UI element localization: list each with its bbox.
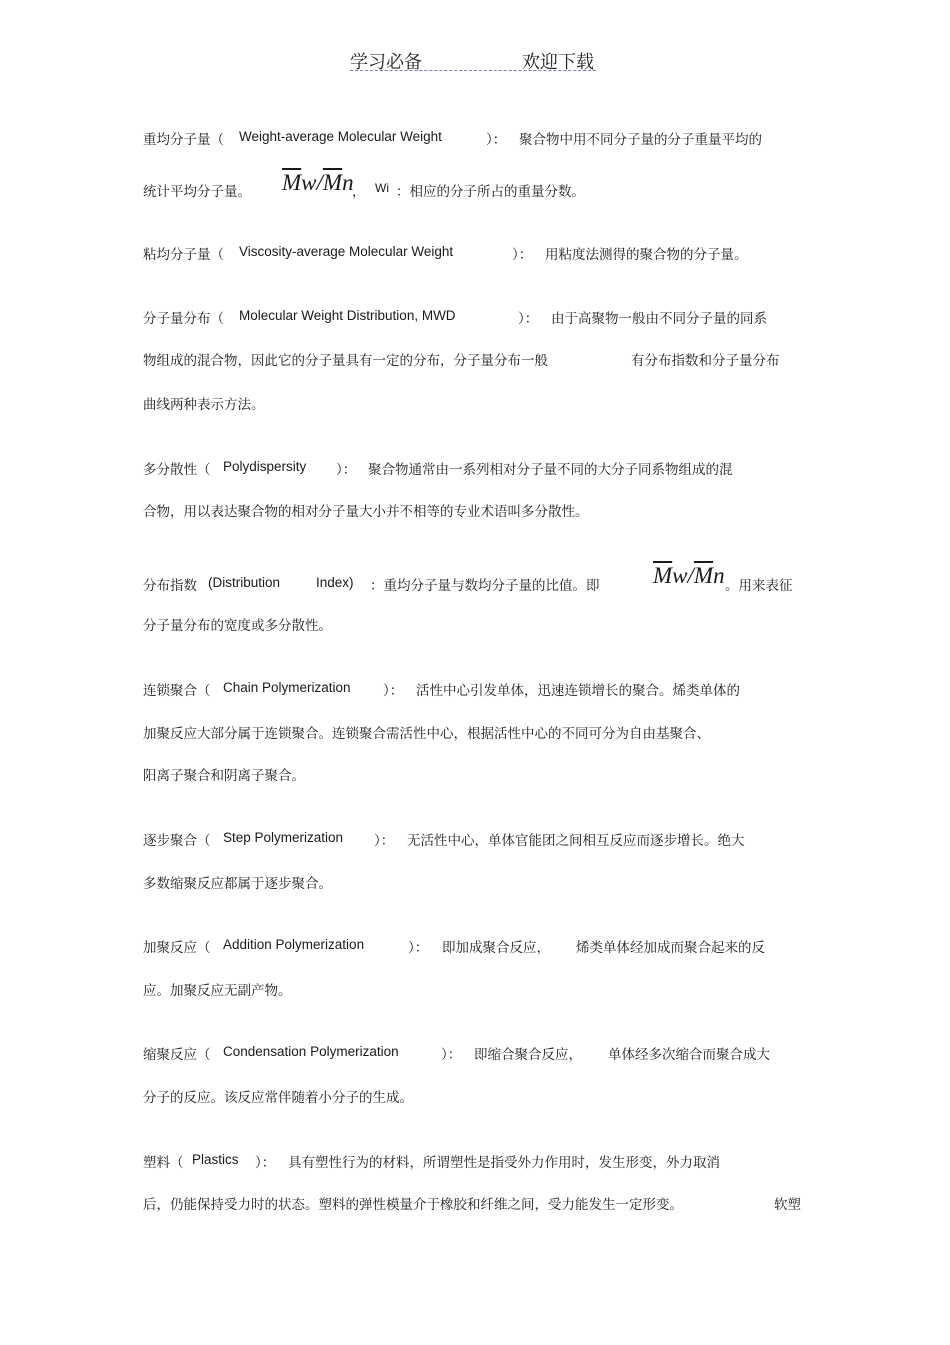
entry-comma: ， bbox=[352, 184, 366, 200]
entry-definition: 活性中心引发单体，迅速连锁增长的聚合。烯类单体的 bbox=[416, 683, 740, 699]
mw-mn-formula: $\overline{M}w/\overline{M}n$ bbox=[653, 563, 725, 588]
entry-english-term: (Distribution bbox=[208, 575, 281, 590]
entry-definition-cont: 应。加聚反应无副产物。 bbox=[143, 983, 292, 999]
entry-close: ）： bbox=[441, 1047, 462, 1063]
entry-definition: 聚合物中用不同分子量的分子重量平均的 bbox=[519, 132, 762, 148]
entry-definition-cont: 后，仍能保持受力时的状态。塑料的弹性模量介于橡胶和纤维之间，受力能发生一定形变。 bbox=[143, 1197, 683, 1213]
entry-definition-cont: 合物，用以表达聚合物的相对分子量大小并不相等的专业术语叫多分散性。 bbox=[143, 504, 589, 520]
entry-term: 分子量分布（ bbox=[143, 311, 224, 327]
page-header bbox=[350, 46, 596, 72]
entry-term: 连锁聚合（ bbox=[143, 683, 211, 699]
entry-english-term: Weight-average Molecular Weight bbox=[239, 129, 442, 144]
entry-definition-cont: 曲线两种表示方法。 bbox=[143, 397, 265, 413]
entry-close: ）： bbox=[383, 683, 404, 699]
entry-english-term: Viscosity-average Molecular Weight bbox=[239, 244, 454, 259]
entry-definition: 聚合物通常由一系列相对分子量不同的大分子同系物组成的混 bbox=[368, 462, 733, 478]
entry-term: 缩聚反应（ bbox=[143, 1047, 211, 1063]
header-left-text: 学习必备 bbox=[350, 52, 422, 73]
entry-definition: 即加成聚合反应， bbox=[442, 940, 550, 956]
header-right-text: 欢迎下载 bbox=[522, 52, 594, 73]
entry-close: ）： bbox=[486, 132, 507, 148]
entry-definition-cont: 软塑 bbox=[774, 1197, 801, 1213]
entry-close: ）： bbox=[408, 940, 429, 956]
header-dashed-rule bbox=[350, 70, 596, 71]
entry-english-term: Plastics bbox=[192, 1152, 239, 1167]
entry-close: ）： bbox=[512, 247, 533, 263]
entry-close: ）： bbox=[518, 311, 539, 327]
symbol-wi: Wi bbox=[375, 181, 389, 195]
entry-term: 粘均分子量（ bbox=[143, 247, 224, 263]
mw-mn-formula: $\overline{M}w/\overline{M}n$ bbox=[282, 170, 354, 195]
entry-definition: 无活性中心，单体官能团之间相互反应而逐步增长。绝大 bbox=[407, 833, 745, 849]
entry-term: 逐步聚合（ bbox=[143, 833, 211, 849]
entry-definition: 单体经多次缩合而聚合成大 bbox=[608, 1047, 770, 1063]
entry-english-term: Condensation Polymerization bbox=[223, 1044, 399, 1059]
entry-english-term: Index) bbox=[316, 575, 354, 590]
entry-definition: 即缩合聚合反应， bbox=[474, 1047, 582, 1063]
entry-definition: 用粘度法测得的聚合物的分子量。 bbox=[545, 247, 748, 263]
entry-definition-cont: ：相应的分子所占的重量分数。 bbox=[396, 184, 585, 200]
entry-english-term: Molecular Weight Distribution, MWD bbox=[239, 308, 456, 323]
entry-definition-cont: 。用来表征 bbox=[725, 578, 793, 594]
entry-definition-cont: 阳离子聚合和阴离子聚合。 bbox=[143, 768, 305, 784]
entry-definition-cont: 分子的反应。该反应常伴随着小分子的生成。 bbox=[143, 1090, 413, 1106]
entry-term: 加聚反应（ bbox=[143, 940, 211, 956]
entry-definition: 由于高聚物一般由不同分子量的同系 bbox=[551, 311, 767, 327]
entry-definition-cont: 多数缩聚反应都属于逐步聚合。 bbox=[143, 876, 332, 892]
entry-definition: ：重均分子量与数均分子量的比值。即 bbox=[370, 578, 600, 594]
entry-definition-cont: 加聚反应大部分属于连锁聚合。连锁聚合需活性中心，根据活性中心的不同可分为自由基聚合、 bbox=[143, 726, 710, 742]
entry-definition-cont: 统计平均分子量。 bbox=[143, 184, 251, 200]
entry-english-term: Chain Polymerization bbox=[223, 680, 351, 695]
entry-term: 重均分子量（ bbox=[143, 132, 224, 148]
entry-term: 多分散性（ bbox=[143, 462, 211, 478]
entry-definition-cont: 物组成的混合物，因此它的分子量具有一定的分布，分子量分布一般 bbox=[143, 353, 548, 369]
entry-english-term: Addition Polymerization bbox=[223, 937, 365, 952]
entry-close: ）： bbox=[336, 462, 357, 478]
entry-english-term: Step Polymerization bbox=[223, 830, 344, 845]
entry-close: ）： bbox=[255, 1155, 276, 1171]
entry-term: 塑料（ bbox=[143, 1155, 184, 1171]
entry-english-term: Polydispersity bbox=[223, 459, 307, 474]
entry-definition: 烯类单体经加成而聚合起来的反 bbox=[576, 940, 765, 956]
entry-definition: 具有塑性行为的材料，所谓塑性是指受外力作用时，发生形变，外力取消 bbox=[288, 1155, 720, 1171]
entry-definition-cont: 分子量分布的宽度或多分散性。 bbox=[143, 618, 332, 634]
entry-definition-cont: 有分布指数和分子量分布 bbox=[631, 353, 780, 369]
entry-term: 分布指数 bbox=[143, 578, 197, 594]
entry-close: ）： bbox=[374, 833, 395, 849]
